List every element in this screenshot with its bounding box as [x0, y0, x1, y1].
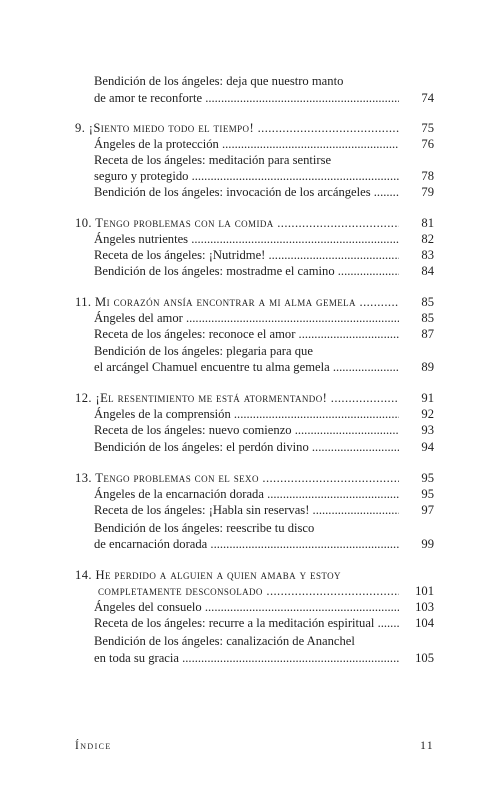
- toc-entry-text: Receta de los ángeles: ¡Nutridme! .....: [94, 245, 399, 265]
- toc-page-number: 74: [421, 91, 434, 105]
- toc-chapter-title: 12. ¡El resentimiento me está atormentando! .....: [75, 388, 399, 408]
- toc-entry: [0, 261, 504, 281]
- toc-entry-text: Bendición de los ángeles: deja que nuestro manto: [94, 74, 344, 88]
- toc-page-number: 104: [415, 616, 434, 630]
- toc-page-number: 95: [421, 487, 434, 501]
- toc-page-number: 78: [421, 169, 434, 183]
- running-footer-page-number: 11: [420, 740, 434, 752]
- toc-page-number: 87: [421, 327, 434, 341]
- toc-entry: [0, 88, 504, 108]
- toc-chapter-title: completamente desconsolado .....: [98, 581, 399, 601]
- toc-page-number: 76: [421, 137, 434, 151]
- toc-page-number: 89: [421, 360, 434, 374]
- toc-chapter-title: 11. Mi corazón ansía encontrar a mi alma gemela .....: [75, 292, 399, 312]
- toc-entry-text: Receta de los ángeles: reconoce el amor .....: [94, 324, 399, 344]
- toc-entry: [0, 613, 504, 633]
- toc-page-number: 85: [421, 295, 434, 309]
- toc-page-number: 99: [421, 537, 434, 551]
- toc-entry: [0, 182, 504, 202]
- toc-entry-text: Ángeles del amor .....: [94, 308, 399, 328]
- toc-entry-text: Ángeles de la protección .....: [94, 134, 399, 154]
- toc-page-number: 91: [421, 391, 434, 405]
- toc-page-number: 84: [421, 264, 434, 278]
- toc-chapter-title: 14. He perdido a alguien a quien amaba y estoy: [75, 568, 341, 582]
- running-footer-section: Índice: [75, 740, 112, 752]
- toc-page-number: 82: [421, 232, 434, 246]
- toc-entry-text: Ángeles de la encarnación dorada .....: [94, 484, 399, 504]
- toc-entry-text: en toda su gracia .....: [94, 648, 399, 668]
- toc-page-number: 92: [421, 407, 434, 421]
- toc-entry-text: el arcángel Chamuel encuentre tu alma gemela .....: [94, 357, 399, 377]
- toc-chapter-title: 13. Tengo problemas con el sexo .....: [75, 468, 399, 488]
- toc-entry: [0, 437, 504, 457]
- toc-entry-text: Ángeles de la comprensión .....: [94, 404, 399, 424]
- toc-page-number: 105: [415, 651, 434, 665]
- toc-entry-text: seguro y protegido .....: [94, 166, 399, 186]
- toc-page-number: 94: [421, 440, 434, 454]
- toc-entry-text: de encarnación dorada .....: [94, 534, 399, 554]
- toc-entry-text: Bendición de los ángeles: plegaria para que: [94, 344, 313, 358]
- toc-page-number: 93: [421, 423, 434, 437]
- toc-entry-text: de amor te reconforte .....: [94, 88, 399, 108]
- toc-page-number: 97: [421, 503, 434, 517]
- toc-entry: [0, 357, 504, 377]
- toc-entry: [0, 534, 504, 554]
- toc-entry-text: Bendición de los ángeles: canalización de Ananchel: [94, 634, 355, 648]
- toc-page-number: 81: [421, 216, 434, 230]
- toc-page-number: 85: [421, 311, 434, 325]
- toc-page-number: 79: [421, 185, 434, 199]
- toc-entry-text: Bendición de los ángeles: reescribe tu disco: [94, 521, 315, 535]
- toc-page-number: 83: [421, 248, 434, 262]
- toc-entry-text: Receta de los ángeles: nuevo comienzo .....: [94, 420, 399, 440]
- toc-entry: [0, 500, 504, 520]
- toc-entry-text: Bendición de los ángeles: mostradme el camino .....: [94, 261, 399, 281]
- toc-entry-text: Ángeles nutrientes .....: [94, 229, 399, 249]
- toc-page-number: 95: [421, 471, 434, 485]
- toc-chapter-title: 10. Tengo problemas con la comida .....: [75, 213, 399, 233]
- toc-chapter-title: 9. ¡Siento miedo todo el tiempo! .....: [75, 118, 399, 138]
- toc-entry-text: Receta de los ángeles: recurre a la meditación espiritual .....: [94, 613, 399, 633]
- toc-entry-text: Receta de los ángeles: meditación para sentirse: [94, 153, 332, 167]
- toc-page-number: 101: [415, 584, 434, 598]
- toc-entry-text: Bendición de los ángeles: invocación de los arcángeles .....: [94, 182, 399, 202]
- toc-entry-text: Receta de los ángeles: ¡Habla sin reservas! .....: [94, 500, 399, 520]
- toc-entry: [0, 648, 504, 668]
- toc-entry-text: Bendición de los ángeles: el perdón divino .....: [94, 437, 399, 457]
- toc-page-number: 103: [415, 600, 434, 614]
- toc-page-number: 75: [421, 121, 434, 135]
- toc-entry-text: Ángeles del consuelo .....: [94, 597, 399, 617]
